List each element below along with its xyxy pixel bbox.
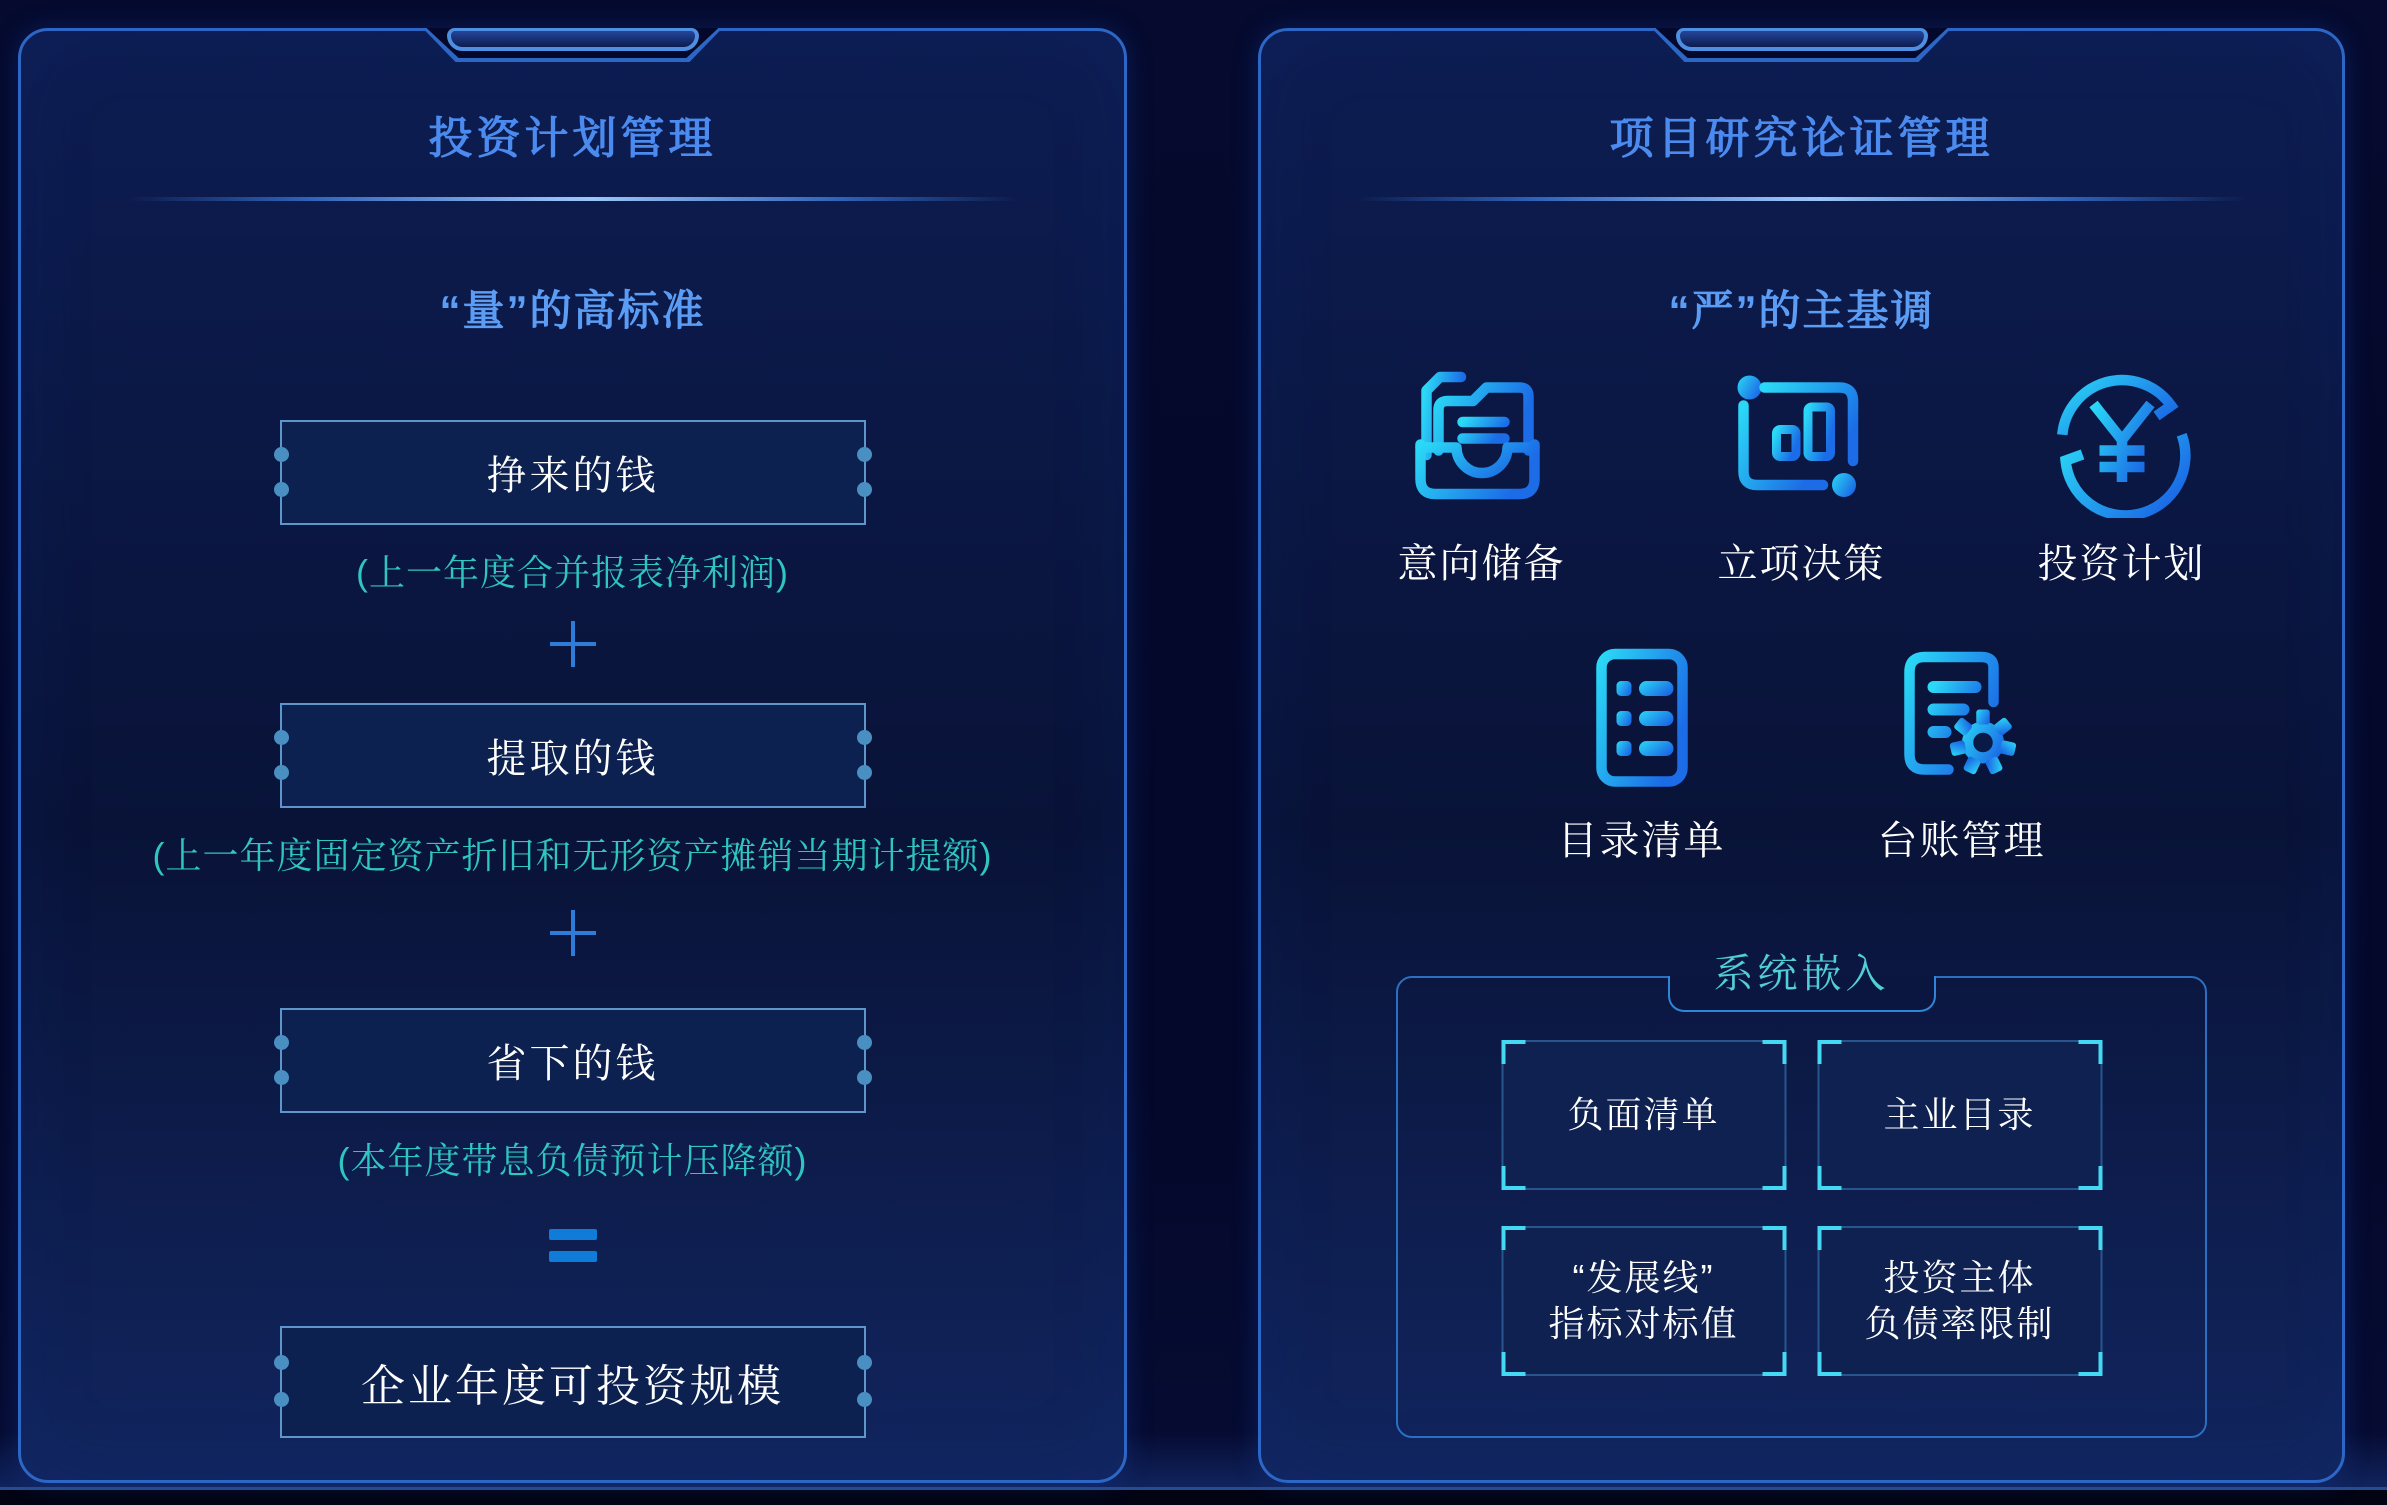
- connector-dot: [857, 447, 872, 462]
- panel-subtitle: “严”的主基调: [1668, 287, 1935, 334]
- flow-box-result: [280, 1326, 866, 1438]
- connector-dot: [857, 1070, 872, 1085]
- feature-intention-reserve: [1372, 368, 1592, 586]
- connector-dot: [274, 1035, 289, 1050]
- feature-label: 台账管理: [1877, 818, 2046, 863]
- title-divider: [1357, 197, 2247, 201]
- connector-dot: [857, 765, 872, 780]
- corner-bracket-icon: [1762, 1226, 1786, 1250]
- embed-box-label-line2: 负债率限制: [1864, 1302, 2055, 1344]
- embed-box-label: 负面清单: [1567, 1093, 1720, 1135]
- title-divider: [128, 197, 1018, 201]
- corner-bracket-icon: [1762, 1166, 1786, 1190]
- document-gear-icon: [1887, 645, 2037, 795]
- connector-dot: [274, 447, 289, 462]
- feature-label: 意向储备: [1397, 541, 1566, 586]
- checklist-icon: [1567, 645, 1717, 795]
- embed-box-main-business-catalog: [1817, 1040, 2102, 1190]
- investment-plan-panel: [18, 28, 1127, 1483]
- connector-dot: [274, 1355, 289, 1370]
- feature-label: 投资计划: [2037, 541, 2206, 586]
- embed-box-label-line2: 指标对标值: [1548, 1302, 1739, 1344]
- corner-bracket-icon: [2078, 1166, 2102, 1190]
- bottom-strip: [0, 1490, 2387, 1505]
- plus-operator-icon: [550, 910, 596, 956]
- calculation-flow: [21, 368, 1124, 1438]
- feature-label: 立项决策: [1717, 541, 1886, 586]
- feature-project-decision: [1692, 368, 1912, 586]
- flow-box-label: 挣来的钱: [486, 453, 659, 498]
- feature-label: 目录清单: [1557, 818, 1726, 863]
- feature-ledger-management: [1852, 645, 2072, 863]
- embed-box-label-line1: 投资主体: [1883, 1256, 2036, 1298]
- corner-bracket-icon: [1817, 1352, 1841, 1376]
- flow-caption: (上一年度合并报表净利润): [356, 551, 789, 593]
- panel-title: 投资计划管理: [428, 114, 717, 163]
- embed-box-debt-ratio-limit: [1817, 1226, 2102, 1376]
- embed-box-development-line-benchmark: [1501, 1226, 1786, 1376]
- connector-dot: [857, 1035, 872, 1050]
- chart-board-icon: [1727, 368, 1877, 518]
- embed-box-negative-list: [1501, 1040, 1786, 1190]
- feature-row-1: [1261, 368, 2342, 586]
- corner-bracket-icon: [2078, 1226, 2102, 1250]
- notch-handle: [447, 28, 699, 51]
- flow-box-label: 提取的钱: [486, 736, 659, 781]
- panel-top-notch: [423, 28, 723, 62]
- archive-folder-icon: [1407, 368, 1557, 518]
- flow-box-label: 省下的钱: [486, 1041, 659, 1086]
- embed-box-label-line1: “发展线”: [1572, 1256, 1715, 1298]
- system-embed-section: [1396, 951, 2207, 1438]
- plus-operator-icon: [550, 621, 596, 667]
- corner-bracket-icon: [1817, 1040, 1841, 1064]
- connector-dot: [274, 482, 289, 497]
- panel-subtitle: “量”的高标准: [439, 287, 706, 334]
- feature-investment-plan: [2012, 368, 2232, 586]
- connector-dot: [857, 1355, 872, 1370]
- connector-dot: [274, 1070, 289, 1085]
- corner-bracket-icon: [1501, 1352, 1525, 1376]
- connector-dot: [857, 730, 872, 745]
- feature-catalog-list: [1532, 645, 1752, 863]
- corner-bracket-icon: [1501, 1040, 1525, 1064]
- flow-box-earned: [280, 420, 866, 525]
- panel-top-notch: [1652, 28, 1952, 62]
- corner-bracket-icon: [2078, 1352, 2102, 1376]
- project-research-panel: [1258, 28, 2345, 1483]
- flow-caption: (本年度带息负债预计压降额): [337, 1139, 808, 1181]
- embed-box-label: 主业目录: [1883, 1093, 2036, 1135]
- flow-box-saved: [280, 1008, 866, 1113]
- flow-caption: (上一年度固定资产折旧和无形资产摊销当期计提额): [152, 834, 993, 876]
- corner-bracket-icon: [1817, 1226, 1841, 1250]
- corner-bracket-icon: [1501, 1226, 1525, 1250]
- yuan-cycle-icon: [2047, 368, 2197, 518]
- panel-title: 项目研究论证管理: [1609, 114, 1994, 163]
- connector-dot: [274, 1392, 289, 1407]
- connector-dot: [274, 730, 289, 745]
- connector-dot: [857, 482, 872, 497]
- embed-grid: [1501, 1040, 2102, 1376]
- flow-result-label: 企业年度可投资规模: [361, 1361, 784, 1411]
- connector-dot: [857, 1392, 872, 1407]
- flow-box-withdrawn: [280, 703, 866, 808]
- corner-bracket-icon: [1762, 1040, 1786, 1064]
- corner-bracket-icon: [1762, 1352, 1786, 1376]
- corner-bracket-icon: [2078, 1040, 2102, 1064]
- embed-section-title: 系统嵌入: [1713, 951, 1890, 996]
- notch-handle: [1676, 28, 1928, 51]
- connector-dot: [274, 765, 289, 780]
- corner-bracket-icon: [1501, 1166, 1525, 1190]
- corner-bracket-icon: [1817, 1166, 1841, 1190]
- equals-operator-icon: [549, 1229, 597, 1262]
- feature-row-2: [1261, 645, 2342, 863]
